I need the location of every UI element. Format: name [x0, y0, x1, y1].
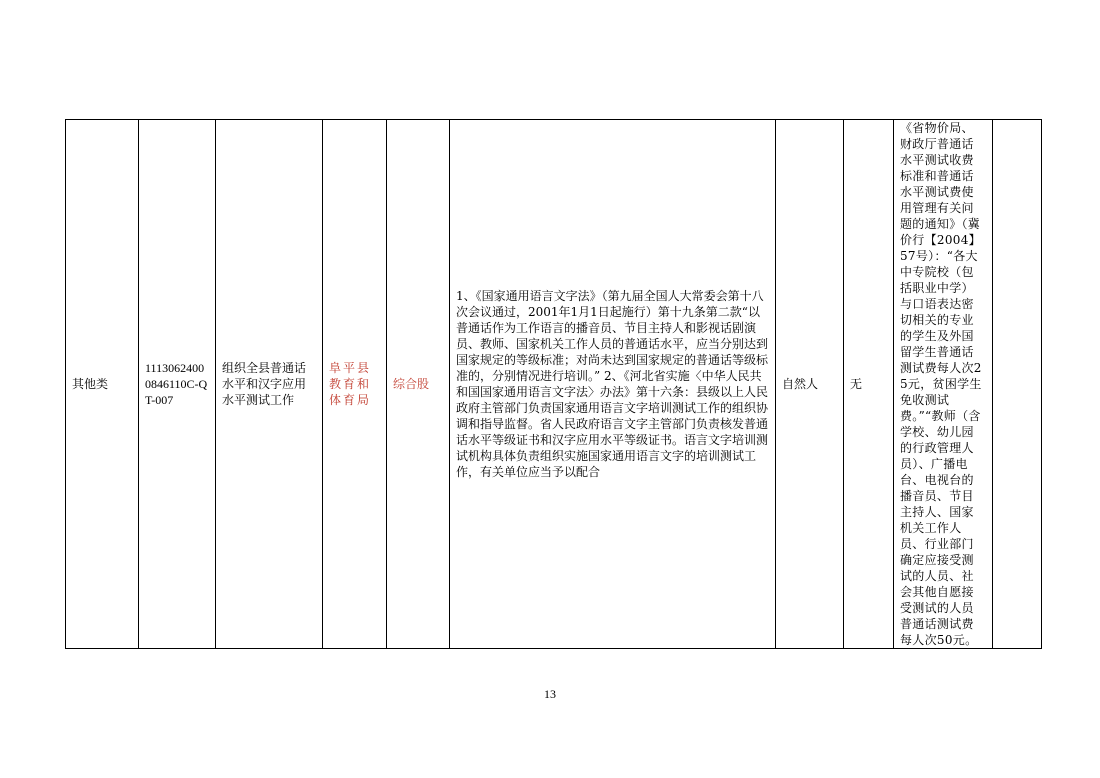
department-cell: 阜平县教育和体育局 [323, 120, 387, 649]
remark-cell [993, 120, 1042, 649]
item-code-cell: 11130624000846110C-QT-007 [139, 120, 216, 649]
item-name-cell: 组织全县普通话水平和汉字应用水平测试工作 [216, 120, 323, 649]
result-cell: 无 [844, 120, 894, 649]
power-list-table [65, 119, 1042, 649]
page-number: 13 [544, 687, 556, 701]
subject-cell: 自然人 [776, 120, 844, 649]
section-cell: 综合股 [387, 120, 450, 649]
table-row [66, 120, 1042, 649]
category-cell: 其他类 [66, 120, 139, 649]
legal-basis-cell: 1、《国家通用语言文字法》（第九届全国人大常委会第十八次会议通过，2001年1月1日起施行）第十九条第二款“以普通话作为工作语言的播音员、节目主持人和影视话剧演员、教师、国家机关工作人员的普通话水平，应当分别达到国家规定的等级标准；对尚未达到国家规定的普通话等级标准的，分别情况进行培训。” 2、《河北省实施〈中华人民共和国国家通用语言文字法〉办法》第十六条：县级以上人民政府主管部门负责国家通用语言文字培训测试工作的组织协调和指导监督。省人民政府语言文字主管部门负责核发普通话水平等级证书和汉字应用水平等级证书。语言文字培训测试机构具体负责组织实施国家通用语言文字的培训测试工作，有关单位应当予以配合 [450, 120, 776, 649]
fee-basis-cell: 《省物价局、财政厅普通话水平测试收费标准和普通话水平测试费使用管理有关问题的通知》（冀价行【2004】57号）：“各大中专院校（包括职业中学）与口语表达密切相关的专业的学生及外国留学生普通话测试费每人次25元，贫困学生免收测试费。”“教师（含学校、幼儿园的行政管理人员）、广播电台、电视台的播音员、节目主持人、国家机关工作人员、行业部门确定应接受测试的人员、社会其他自愿接受测试的人员普通话测试费每人次50元。 [894, 120, 993, 649]
